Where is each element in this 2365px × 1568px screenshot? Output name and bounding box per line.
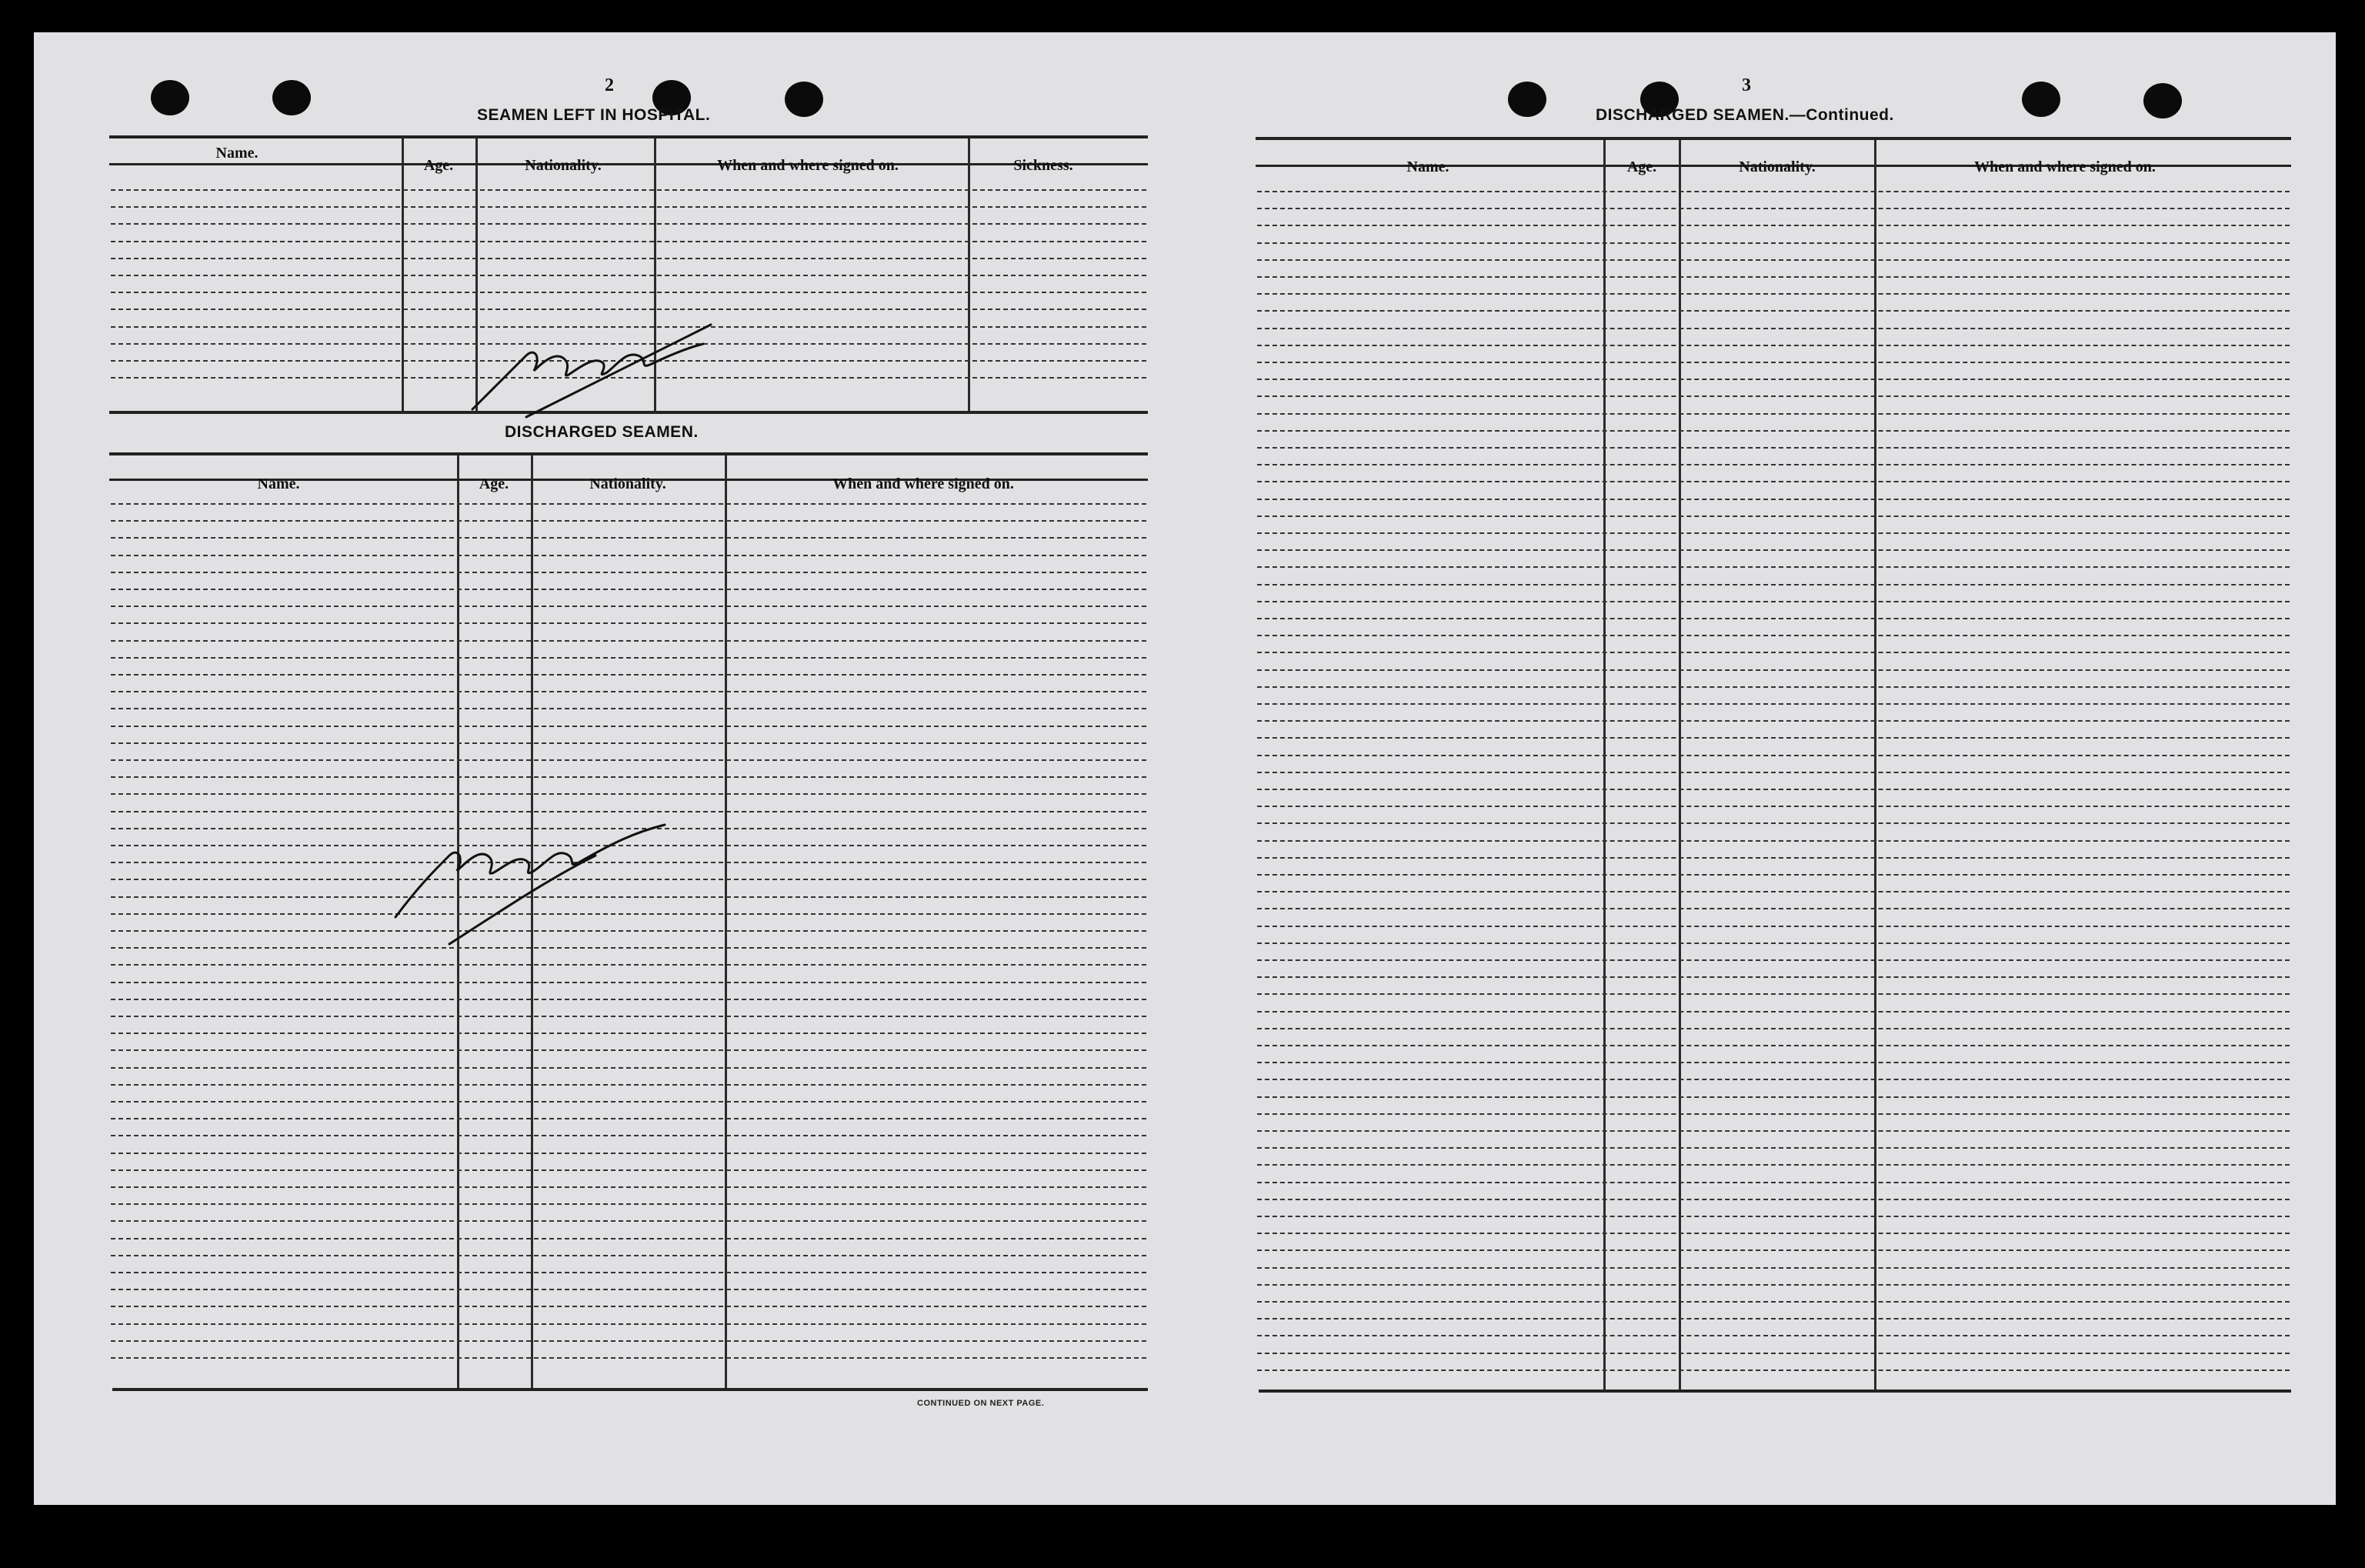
punch-hole (272, 80, 311, 115)
discharged-header-signed-on: When and where signed on. (832, 475, 1014, 492)
ruled-line (111, 1357, 1146, 1359)
ruled-line (111, 1203, 1146, 1205)
ruled-line (1257, 703, 2290, 705)
ruled-line (111, 1289, 1146, 1290)
hospital-table-top-rule (109, 135, 1148, 138)
ruled-line (1257, 926, 2290, 927)
hospital-header-name: Name. (215, 145, 259, 162)
ruled-line (1257, 789, 2290, 790)
ruled-line (111, 1084, 1146, 1086)
ruled-line (1257, 857, 2290, 859)
ruled-line (111, 982, 1146, 983)
ruled-line (1257, 1318, 2290, 1319)
ruled-line (1257, 908, 2290, 909)
hospital-table-header-rule (109, 163, 1148, 165)
right-table-bottom-rule (1259, 1390, 2291, 1393)
ruled-line (111, 1272, 1146, 1273)
ruled-line (111, 503, 1146, 505)
ruled-line (111, 674, 1146, 676)
hospital-header-sickness: Sickness. (1013, 157, 1073, 174)
column-divider (725, 455, 727, 1388)
right-table-top-rule (1256, 137, 2291, 140)
ruled-line (1257, 1045, 2290, 1046)
ruled-line (1257, 1147, 2290, 1149)
handwritten-none-hospital (419, 271, 742, 417)
ruled-line (1257, 413, 2290, 415)
right-header-nationality: Nationality. (1739, 158, 1816, 175)
ruled-line (1257, 259, 2290, 261)
discharged-header-nationality: Nationality. (589, 475, 666, 492)
hospital-section-title: SEAMEN LEFT IN HOSPITAL. (477, 106, 711, 124)
ruled-line (1257, 1182, 2290, 1183)
punch-hole (1508, 82, 1546, 117)
discharged-continued-title: DISCHARGED SEAMEN.—Continued. (1596, 106, 1894, 124)
ruled-line (1257, 191, 2290, 192)
ruled-line (111, 206, 1146, 208)
ruled-line (1257, 1353, 2290, 1354)
ruled-line (111, 1033, 1146, 1034)
ruled-line (111, 1238, 1146, 1239)
continued-note: CONTINUED ON NEXT PAGE. (917, 1399, 1045, 1408)
ruled-line (111, 1049, 1146, 1051)
ruled-line (1257, 635, 2290, 636)
ruled-line (1257, 1233, 2290, 1234)
ruled-line (1257, 1369, 2290, 1371)
punch-hole (151, 80, 189, 115)
ruled-line (111, 555, 1146, 556)
ruled-line (1257, 993, 2290, 995)
hospital-header-nationality: Nationality. (525, 157, 602, 174)
ruled-line (1257, 1267, 2290, 1269)
ruled-line (1257, 1301, 2290, 1303)
ruled-line (1257, 532, 2290, 534)
ruled-line (1257, 755, 2290, 756)
ruled-line (111, 589, 1146, 590)
ruled-line (1257, 1199, 2290, 1200)
ruled-line (1257, 737, 2290, 739)
discharged-header-age: Age. (479, 475, 509, 492)
ruled-line (1257, 1284, 2290, 1286)
ruled-line (1257, 1113, 2290, 1115)
ruled-line (1257, 1028, 2290, 1029)
ruled-line (1257, 549, 2290, 551)
ruled-line (1257, 1062, 2290, 1063)
ruled-line (111, 1135, 1146, 1136)
ruled-line (111, 708, 1146, 709)
ruled-line (111, 189, 1146, 191)
ruled-line (111, 572, 1146, 573)
ruled-line (1257, 362, 2290, 363)
ruled-line (111, 622, 1146, 624)
ruled-line (1257, 328, 2290, 329)
punch-hole (2143, 83, 2182, 118)
ruled-line (1257, 806, 2290, 807)
punch-hole (785, 82, 823, 117)
right-header-age: Age. (1626, 158, 1657, 175)
ruled-line (111, 1323, 1146, 1325)
ruled-line (111, 1186, 1146, 1188)
form-sheet (34, 32, 2336, 1505)
discharged-table-top-rule (109, 452, 1148, 455)
ruled-line (1257, 481, 2290, 482)
ruled-line (111, 258, 1146, 259)
ruled-line (111, 1016, 1146, 1017)
ruled-line (111, 999, 1146, 1000)
discharged-header-name: Name. (257, 475, 300, 492)
ruled-line (1257, 874, 2290, 876)
ruled-line (111, 1255, 1146, 1256)
ruled-line (1257, 669, 2290, 671)
handwritten-none-discharged (365, 725, 703, 956)
ruled-line (1257, 276, 2290, 278)
ruled-line (1257, 584, 2290, 585)
right-header-name: Name. (1406, 158, 1449, 175)
ruled-line (111, 606, 1146, 607)
ruled-line (111, 241, 1146, 242)
ruled-line (111, 1306, 1146, 1307)
ruled-line (1257, 1096, 2290, 1098)
ruled-line (1257, 242, 2290, 244)
ruled-line (1257, 822, 2290, 824)
ruled-line (1257, 395, 2290, 397)
ruled-line (1257, 1335, 2290, 1336)
ruled-line (1257, 652, 2290, 653)
ruled-line (1257, 1249, 2290, 1251)
ruled-line (1257, 772, 2290, 773)
ruled-line (1257, 686, 2290, 688)
ruled-line (1257, 601, 2290, 602)
ruled-line (111, 657, 1146, 659)
ruled-line (111, 537, 1146, 539)
ruled-line (111, 1220, 1146, 1222)
ruled-line (1257, 499, 2290, 500)
ruled-line (1257, 618, 2290, 619)
ruled-line (1257, 430, 2290, 432)
ruled-line (1257, 1130, 2290, 1132)
ruled-line (1257, 1164, 2290, 1166)
ruled-line (111, 640, 1146, 642)
discharged-table-bottom-rule (112, 1388, 1148, 1391)
ruled-line (1257, 942, 2290, 944)
ruled-line (111, 1153, 1146, 1154)
ruled-line (1257, 840, 2290, 842)
page-number-right: 3 (1742, 75, 1751, 95)
ruled-line (111, 1340, 1146, 1342)
ruled-line (1257, 566, 2290, 568)
ruled-line (1257, 379, 2290, 380)
hospital-header-signed-on: When and where signed on. (717, 157, 899, 174)
ruled-line (1257, 959, 2290, 961)
ruled-line (111, 1169, 1146, 1171)
ruled-line (111, 1118, 1146, 1119)
ruled-line (111, 223, 1146, 225)
ruled-line (1257, 515, 2290, 517)
ruled-line (111, 1067, 1146, 1069)
ruled-line (1257, 976, 2290, 978)
ruled-line (1257, 208, 2290, 209)
ruled-line (1257, 1216, 2290, 1217)
punch-hole (2022, 82, 2060, 117)
ruled-line (1257, 464, 2290, 465)
ruled-line (1257, 1079, 2290, 1080)
ruled-line (1257, 225, 2290, 226)
ruled-line (111, 520, 1146, 522)
ruled-line (111, 1101, 1146, 1103)
right-header-signed-on: When and where signed on. (1974, 158, 2156, 175)
hospital-header-age: Age. (423, 157, 454, 174)
discharged-section-title: DISCHARGED SEAMEN. (505, 423, 699, 441)
page-number-left: 2 (605, 75, 614, 95)
ruled-line (1257, 310, 2290, 312)
ruled-line (1257, 891, 2290, 892)
ruled-line (111, 691, 1146, 692)
ruled-line (1257, 345, 2290, 346)
ruled-line (1257, 447, 2290, 449)
ruled-line (111, 964, 1146, 966)
ruled-line (1257, 293, 2290, 295)
ruled-line (1257, 1011, 2290, 1013)
ruled-line (1257, 720, 2290, 722)
